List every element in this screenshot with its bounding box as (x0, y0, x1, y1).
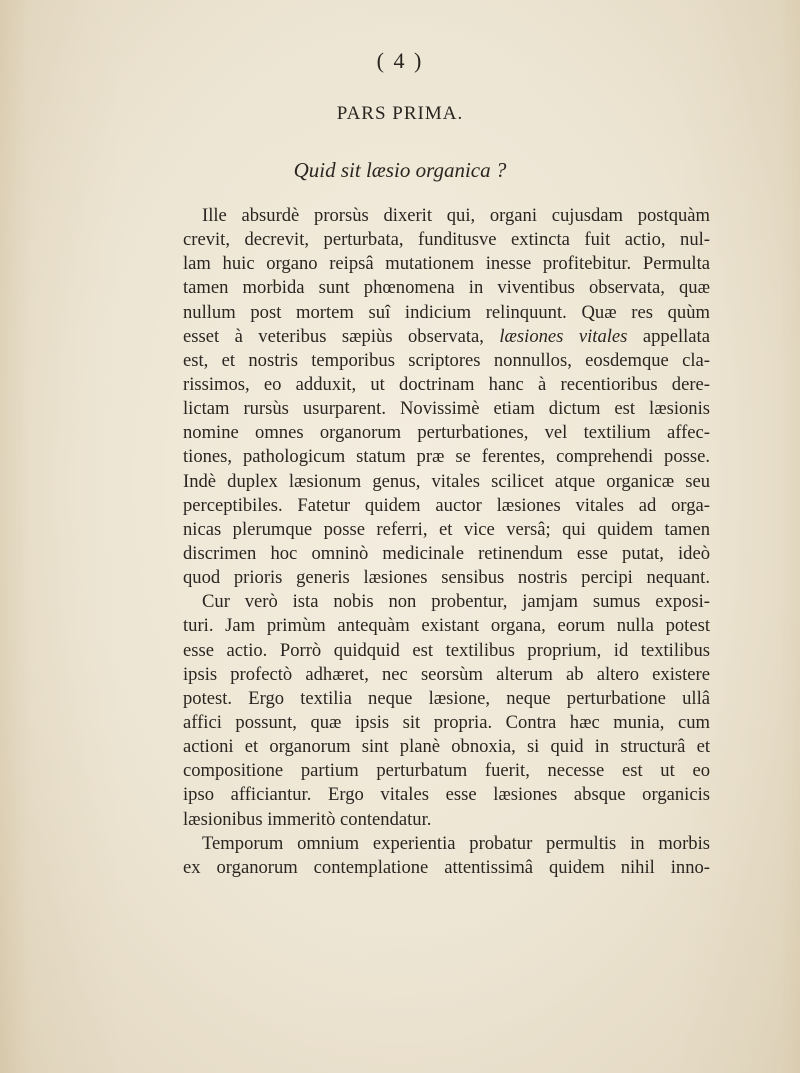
text-line: nullum post mortem suî indicium relinquunt. Quæ res quùm (183, 301, 710, 323)
text-line: ipso afficiantur. Ergo vitales esse læsiones absque organicis (183, 784, 710, 806)
text-line: esse actio. Porrò quidquid est textilibus proprium, id textilibus (183, 639, 710, 661)
text-line: quod prioris generis læsiones sensibus nostris percipi nequant. (183, 567, 710, 589)
text-line: discrimen hoc omninò medicinale retinendum esse putat, ideò (183, 542, 710, 564)
text-line: lam huic organo reipsâ mutationem inesse profitebitur. Permulta (183, 253, 710, 275)
text-line: læsionibus immeritò contendatur. (183, 808, 432, 830)
text-line: Ille absurdè prorsùs dixerit qui, organi cujusdam postquàm (202, 205, 710, 226)
text-line: Temporum omnium experientia probatur permultis in morbis (202, 832, 710, 854)
page-number: ( 4 ) (376, 48, 424, 73)
text-line: potest. Ergo textilia neque læsione, neque perturbatione ullâ (183, 687, 710, 709)
text-fragment: esset à veteribus sæpiùs observata, (183, 325, 500, 347)
text-line: compositione partium perturbatum fuerit, necesse est ut eo (183, 760, 710, 782)
body-text (183, 204, 710, 880)
text-line: nomine omnes organorum perturbationes, vel textilium affec- (183, 422, 710, 444)
text-line: actioni et organorum sint planè obnoxia, si quid in structurâ et (183, 736, 710, 758)
emphasis-text: læsiones vitales (499, 325, 628, 347)
text-line: ipsis profectò adhæret, nec seorsùm alterum ab altero existere (183, 663, 710, 685)
text-line: Cur verò ista nobis non probentur, jamjam sumus exposi- (202, 591, 710, 613)
text-line: tiones, pathologicum statum præ se ferentes, comprehendi posse. (183, 446, 710, 468)
text-line: affici possunt, quæ ipsis sit propria. Contra hæc munia, cum (183, 711, 710, 733)
text-line: nicas plerumque posse referri, et vice versâ; qui quidem tamen (183, 518, 710, 540)
text-line-with-emphasis (183, 325, 710, 349)
text-line: est, et nostris temporibus scriptores nonnullos, eosdemque cla- (183, 349, 710, 371)
section-title: PARS PRIMA. (336, 103, 464, 124)
text-line: crevit, decrevit, perturbata, funditusve extincta fuit actio, nul- (183, 229, 710, 251)
text-line: turi. Jam primùm antequàm existant organa, eorum nulla potest (183, 615, 710, 637)
text-line: ex organorum contemplatione attentissimâ quidem nihil inno- (183, 856, 710, 878)
text-line: rissimos, eo adduxit, ut doctrinam hanc à recentioribus dere- (183, 373, 710, 395)
text-fragment: appellata (627, 325, 710, 347)
text-line: perceptibiles. Fatetur quidem auctor læsiones vitales ad orga- (183, 494, 710, 516)
subtitle: Quid sit læsio organica ? (293, 158, 507, 182)
text-line: tamen morbida sunt phœnomena in viventibus observata, quæ (183, 277, 710, 299)
text-line: lictam rursùs usurparent. Novissimè etiam dictum est læsionis (183, 398, 710, 420)
text-line: Indè duplex læsionum genus, vitales scilicet atque organicæ seu (183, 470, 710, 492)
